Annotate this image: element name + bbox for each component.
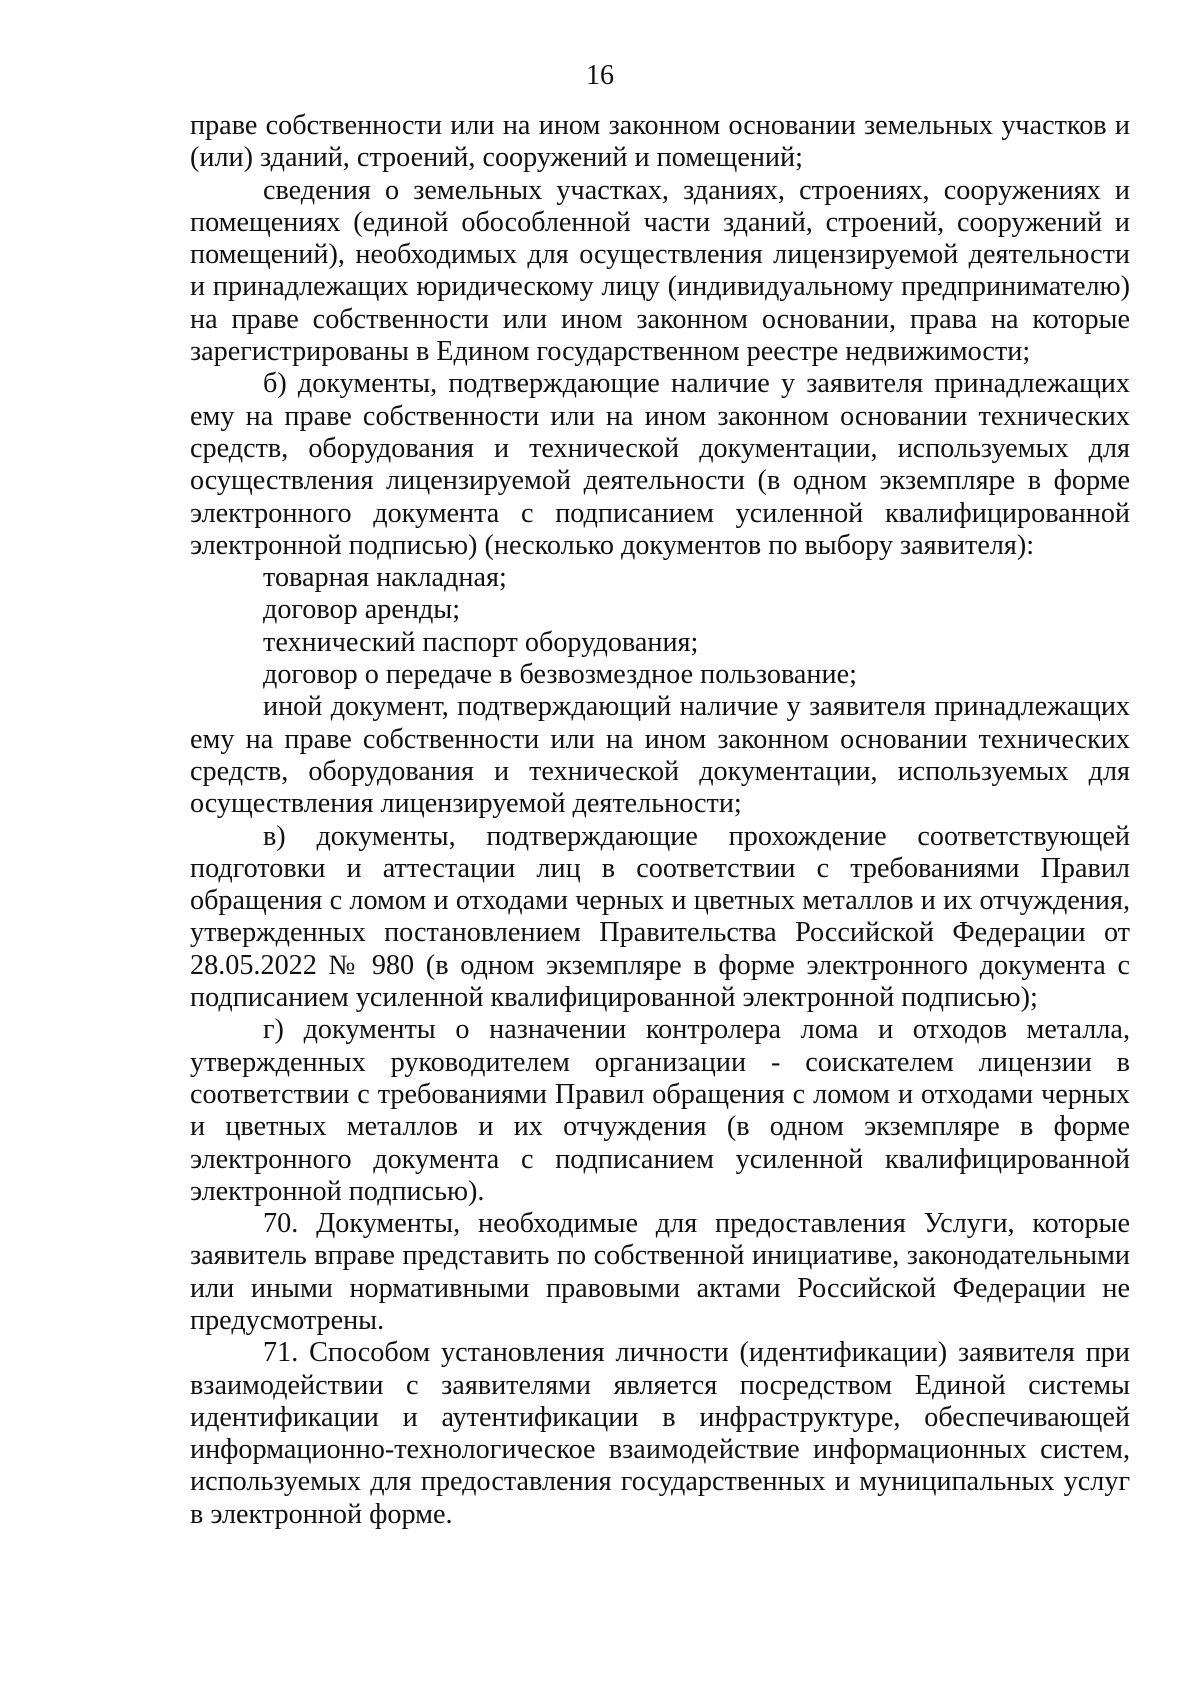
page-number: 16 bbox=[586, 60, 614, 91]
paragraph-land-info: сведения о земельных участках, зданиях, строениях, сооружениях и помещениях (единой обособленной части зданий, строений, сооружений и помещений), необходимых для осуществления лицензируемой деятельности и принадлежащих юридическому лицу (индивидуальному предпринимателю) на праве собственности или ином законном основании, права на которые зарегистрированы в Едином государственном реестре недвижимости; bbox=[190, 174, 1130, 368]
list-item-invoice: товарная накладная; bbox=[263, 562, 507, 594]
paragraph-71: 71. Способом установления личности (идентификации) заявителя при взаимодействии с заявителями является посредством Единой системы идентификации и аутентификации в инфраструктуре, обеспечивающей информационно-технологическое взаимодействие информационных систем, используемых для предоставления государственных и муниципальных услуг в электронной форме. bbox=[190, 1337, 1130, 1530]
paragraph-item-g: г) документы о назначении контролера лома и отходов металла, утвержденных руководителем организации - соискателем лицензии в соответствии с требованиями Правил обращения с ломом и отходами черных и цветных металлов и их отчуждения (в одном экземпляре в форме электронного документа с подписанием усиленной квалифицированной электронной подписью). bbox=[190, 1014, 1130, 1207]
list-item-free-use: договор о передаче в безвозмездное пользование; bbox=[263, 659, 857, 691]
list-item-tech-passport: технический паспорт оборудования; bbox=[263, 626, 699, 658]
document-body bbox=[190, 110, 1130, 1531]
list-item-lease: договор аренды; bbox=[263, 594, 461, 626]
list-item-other-document: иной документ, подтверждающий наличие у заявителя принадлежащих ему на праве собственности или на ином законном основании технических средств, оборудования и технической документации, используемых для осуществления лицензируемой деятельности; bbox=[190, 691, 1130, 820]
paragraph-item-b: б) документы, подтверждающие наличие у заявителя принадлежащих ему на праве собственности или на ином законном основании технических средств, оборудования и технической документации, используемых для осуществления лицензируемой деятельности (в одном экземпляре в форме электронного документа с подписанием усиленной квалифицированной электронной подписью) (несколько документов по выбору заявителя): bbox=[190, 368, 1130, 561]
paragraph-continuation: праве собственности или на ином законном основании земельных участков и (или) зданий, строений, сооружений и помещений; bbox=[190, 110, 1130, 174]
paragraph-item-v: в) документы, подтверждающие прохождение соответствующей подготовки и аттестации лиц в соответствии с требованиями Правил обращения с ломом и отходами черных и цветных металлов и их отчуждения, утвержденных постановлением Правительства Российской Федерации от 28.05.2022 № 980 (в одном экземпляре в форме электронного документа с подписанием усиленной квалифицированной электронной подписью); bbox=[190, 820, 1130, 1014]
paragraph-70: 70. Документы, необходимые для предоставления Услуги, которые заявитель вправе представить по собственной инициативе, законодательными или иными нормативными правовыми актами Российской Федерации не предусмотрены. bbox=[190, 1208, 1130, 1336]
